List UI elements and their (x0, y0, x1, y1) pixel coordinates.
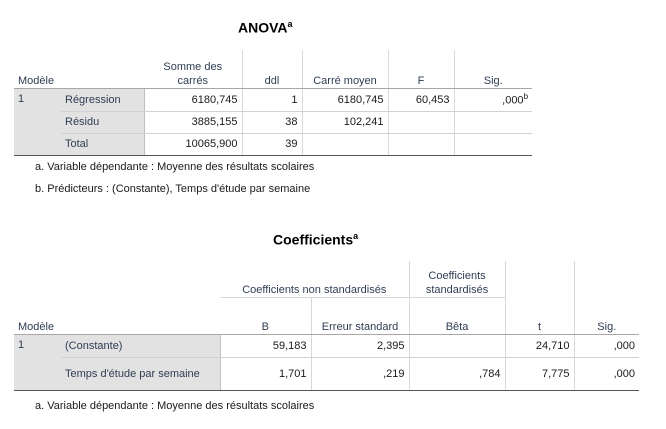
coef-header-b: B (220, 297, 311, 334)
anova-cell-sig (454, 88, 532, 111)
anova-cell-ms: 102,241 (302, 111, 388, 133)
coef-header-sig: Sig. (574, 261, 639, 334)
table-row (14, 334, 639, 357)
anova-cell-df: 1 (242, 88, 302, 111)
anova-table (14, 50, 532, 156)
anova-header-f: F (388, 50, 454, 88)
anova-footnote-b: b. Prédicteurs : (Constante), Temps d'étude par semaine (35, 183, 311, 195)
coef-cell-se: 2,395 (311, 334, 409, 357)
coefficients-footnote-a: a. Variable dépendante : Moyenne des résultats scolaires (35, 400, 315, 412)
anova-cell-df: 38 (242, 111, 302, 133)
coefficients-title (273, 231, 358, 248)
coef-cell-sig: ,000 (574, 357, 639, 390)
coef-cell-t: 7,775 (505, 357, 574, 390)
anova-cell-df: 39 (242, 133, 302, 155)
anova-cell-ms: 6180,745 (302, 88, 388, 111)
anova-row-label: Résidu (61, 111, 144, 133)
coef-cell-se: ,219 (311, 357, 409, 390)
anova-header-model: Modèle (14, 50, 144, 88)
anova-cell-ms (302, 133, 388, 155)
coef-cell-sig: ,000 (574, 334, 639, 357)
coefficients-title-text: Coefficients (273, 231, 354, 248)
anova-row-label: Total (61, 133, 144, 155)
table-row (14, 88, 532, 111)
coef-cell-t: 24,710 (505, 334, 574, 357)
anova-cell-ss: 10065,900 (144, 133, 242, 155)
coef-header-unstd: Coefficients non standardisés (220, 261, 409, 297)
anova-model-number: 1 (14, 88, 61, 155)
coef-header-beta: Bêta (409, 297, 505, 334)
anova-row-label: Régression (61, 88, 144, 111)
coef-header-std: Coefficients standardisés (409, 261, 505, 297)
anova-footnote-a: a. Variable dépendante : Moyenne des résultats scolaires (35, 161, 315, 173)
coef-header-model: Modèle (14, 261, 220, 334)
anova-cell-ss: 3885,155 (144, 111, 242, 133)
anova-header-sig: Sig. (454, 50, 532, 88)
anova-cell-f (388, 111, 454, 133)
coef-row-label: (Constante) (61, 334, 220, 357)
table-row (14, 357, 639, 390)
coef-cell-beta (409, 334, 505, 357)
table-row (14, 111, 532, 133)
anova-cell-sig (454, 133, 532, 155)
coef-cell-b: 1,701 (220, 357, 311, 390)
anova-cell-ss: 6180,745 (144, 88, 242, 111)
coef-model-number: 1 (14, 334, 61, 390)
anova-title (238, 19, 293, 36)
anova-header-ms: Carré moyen (302, 50, 388, 88)
anova-title-sup: a (287, 19, 293, 29)
anova-title-text: ANOVA (238, 19, 288, 36)
coef-header-t: t (505, 261, 574, 334)
coefficients-title-sup: a (353, 231, 359, 241)
coef-cell-beta: ,784 (409, 357, 505, 390)
coef-row-label: Temps d'étude par semaine (61, 357, 220, 390)
coefficients-table (14, 261, 639, 391)
coef-cell-b: 59,183 (220, 334, 311, 357)
anova-header-df: ddl (242, 50, 302, 88)
anova-header-ss: Somme des carrés (144, 50, 242, 88)
anova-sig-value: ,000 (502, 94, 524, 107)
anova-cell-f: 60,453 (388, 88, 454, 111)
anova-sig-sup: b (523, 92, 529, 102)
table-row (14, 133, 532, 155)
anova-cell-sig (454, 111, 532, 133)
anova-cell-f (388, 133, 454, 155)
coef-header-se: Erreur standard (311, 297, 409, 334)
